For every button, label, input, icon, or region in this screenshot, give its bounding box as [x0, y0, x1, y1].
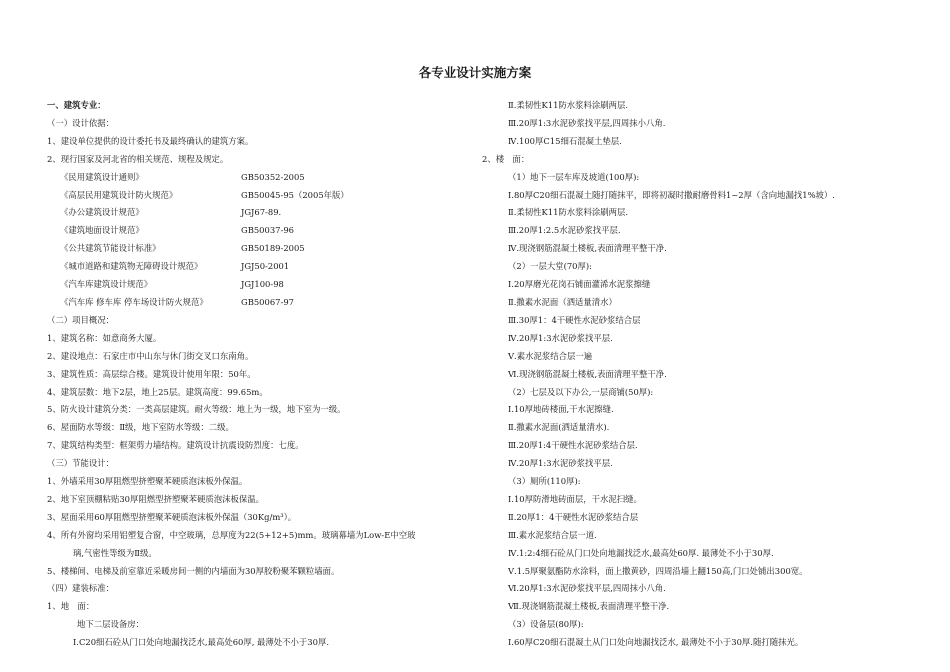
- standard-code: GB50045-95（2005年版）: [241, 189, 349, 200]
- right-column: [482, 97, 922, 652]
- standard-row: [47, 294, 472, 312]
- standard-row: [47, 169, 472, 187]
- ground-item: Ⅰ.C20细石砼从门口处向地漏找泛水,最高处60厚, 最薄处不小于30厚.: [73, 637, 329, 648]
- floor-item: Ⅱ.撒素水泥面(洒适量清水).: [508, 422, 610, 433]
- overview-item: 5、防火设计建筑分类：一类高层建筑。耐火等级：地上为一级，地下室为一级。: [47, 404, 346, 415]
- standard-name: 《建筑地面设计规范》: [60, 225, 144, 236]
- floor-item: Ⅲ.素水泥浆结合层一道.: [508, 529, 597, 540]
- standard-row: [47, 204, 472, 222]
- energy-item: 1、外墙采用30厚阻燃型挤塑聚苯硬质泡沫板外保温。: [47, 476, 248, 487]
- floor-group-title: （3）厕所(110厚):: [508, 476, 581, 487]
- document-title: 各专业设计实施方案: [418, 65, 532, 80]
- floor-item: Ⅱ.20厚1：4干硬性水泥砂浆结合层: [508, 511, 639, 522]
- floor-item: Ⅳ.20厚1:3水泥砂浆找平层.: [508, 458, 613, 469]
- standard-name: 《汽车库建筑设计规范》: [60, 279, 153, 290]
- ground-subheading: 地下二层设备房：: [77, 619, 144, 630]
- energy-item: 2、地下室顶棚粘贴30厚阻燃型挤塑聚苯硬质泡沫板保温。: [47, 493, 264, 504]
- standard-name: 《民用建筑设计通则》: [60, 171, 144, 182]
- subsection-design-basis: （一）设计依据：: [47, 117, 114, 128]
- standard-name: 《办公建筑设计规范》: [60, 207, 144, 218]
- ground-heading: 1、地 面：: [47, 601, 95, 612]
- floor-item: Ⅲ.30厚1：4干硬性水泥砂浆结合层: [508, 314, 641, 325]
- floor-heading: 2、楼 面：: [482, 153, 530, 164]
- energy-item-continued: 璃,气密性等级为Ⅱ级。: [73, 547, 157, 558]
- standard-code: GB50037-96: [241, 225, 294, 236]
- overview-item: 6、屋面防水等级：Ⅱ级，地下室防水等级：二级。: [47, 422, 234, 433]
- floor-item: Ⅵ.现浇钢筋混凝土楼板,表面清理平整干净.: [508, 368, 667, 379]
- floor-item: Ⅴ.1.5厚聚氨酯防水涂料，面上撒黄砂，四周沿墙上翻150高,门口处铺出300宽。: [508, 565, 808, 576]
- floor-item: Ⅰ.10厚防滑地砖面层，干水泥扫缝。: [508, 493, 642, 504]
- floor-item: Ⅴ.素水泥浆结合层一遍: [508, 350, 593, 361]
- subsection-project-overview: （二）项目概况：: [47, 314, 114, 325]
- overview-item: 3、建筑性质：高层综合楼。建筑设计使用年限：50年。: [47, 368, 256, 379]
- floor-item: Ⅲ.20厚1:4干硬性水泥砂浆结合层.: [508, 440, 638, 451]
- floor-group-title: （2）一层大堂(70厚):: [508, 261, 592, 272]
- standard-code: GB50189-2005: [241, 243, 305, 254]
- overview-item: 2、建设地点：石家庄市中山东与休门街交叉口东南角。: [47, 350, 254, 361]
- standard-code: GB50067-97: [241, 296, 294, 307]
- standard-row: [47, 187, 472, 205]
- standard-name: 《高层民用建筑设计防火规范》: [60, 189, 178, 200]
- standard-row: [47, 222, 472, 240]
- floor-item: Ⅳ.20厚1:3水泥砂浆找平层.: [508, 332, 613, 343]
- standard-name: 《汽车库 修车库 停车场设计防火规范》: [60, 296, 208, 307]
- floor-group-title: （3）设备层(80厚):: [508, 619, 584, 630]
- overview-item: 7、建筑结构类型：框架剪力墙结构。建筑设计抗震设防烈度：七度。: [47, 440, 304, 451]
- energy-item: 5、楼梯间、电梯及前室靠近采暖房间一侧的内墙面为30厚胶粉聚苯颗粒墙面。: [47, 565, 340, 576]
- floor-item: Ⅰ.60厚C20细石混凝土从门口处向地漏找泛水, 最薄处不小于30厚.随打随抹光。: [508, 637, 804, 648]
- ground-item: Ⅳ.100厚C15细石混凝土垫层.: [508, 135, 622, 146]
- standard-name: 《公共建筑节能设计标准》: [60, 243, 161, 254]
- standard-code: GB50352-2005: [241, 171, 305, 182]
- basis-item: 1、建设单位提供的设计委托书及最终确认的建筑方案。: [47, 135, 254, 146]
- overview-item: 1、建筑名称：如意商务大厦。: [47, 332, 162, 343]
- floor-item: Ⅱ.柔韧性K11防水浆料涂刷两层.: [508, 207, 629, 218]
- floor-group-title: （1）地下一层车库及坡道(100厚):: [508, 171, 640, 182]
- floor-item: Ⅶ.现浇钢筋混凝土楼板,表面清理平整干净.: [508, 601, 670, 612]
- standard-code: JGJ100-98: [241, 279, 284, 290]
- floor-item: Ⅰ.10厚地砖楼面,干水泥擦缝.: [508, 404, 614, 415]
- left-column: [47, 97, 472, 652]
- subsection-energy-design: （三）节能设计：: [47, 458, 114, 469]
- ground-item: Ⅲ.20厚1:3水泥砂浆找平层,四周抹小八角.: [508, 117, 666, 128]
- basis-item: 2、现行国家及河北省的相关规范、规程及规定。: [47, 153, 229, 164]
- floor-item: Ⅳ.现浇钢筋混凝土楼板,表面清理平整干净.: [508, 243, 667, 254]
- standard-row: [47, 258, 472, 276]
- floor-item: Ⅰ.80厚C20细石混凝土随打随抹平，即将初凝时撒耐磨骨料1~2厚（含向地漏找1%坡）.: [508, 189, 835, 200]
- floor-item: Ⅲ.20厚1:2.5水泥砂浆找平层.: [508, 225, 621, 236]
- floor-group-title: （2）七层及以下办公,一层商铺(50厚):: [508, 386, 654, 397]
- floor-item: Ⅰ.20厚磨光花岗石铺面灌浠水泥浆擦缝: [508, 279, 651, 290]
- floor-item: Ⅱ.撒素水泥面（洒适量清水）: [508, 296, 617, 307]
- energy-item: 4、所有外窗均采用铝塑复合窗，中空玻璃，总厚度为22(5+12+5)mm。玻璃幕墙为Low-E中空玻: [47, 529, 416, 540]
- section-heading-architecture: 一、建筑专业：: [47, 100, 106, 110]
- floor-item: Ⅳ.1:2:4细石砼从门口处向地漏找泛水,最高处60厚. 最薄处不小于30厚.: [508, 547, 774, 558]
- standard-row: [47, 240, 472, 258]
- energy-item: 3、屋面采用60厚阻燃型挤塑聚苯硬质泡沫板外保温（30Kg/m³）。: [47, 511, 297, 522]
- overview-item: 4、建筑层数：地下2层，地上25层。建筑高度：99.65m。: [47, 386, 268, 397]
- subsection-finish-standard: （四）建装标准：: [47, 583, 114, 594]
- floor-item: Ⅵ.20厚1:3水泥砂浆找平层,四周抹小八角.: [508, 583, 666, 594]
- standard-code: JGJ67-89.: [241, 207, 282, 218]
- standard-name: 《城市道路和建筑物无障碍设计规范》: [60, 261, 203, 272]
- standard-row: [47, 276, 472, 294]
- ground-item: Ⅱ.柔韧性K11防水浆料涂刷两层.: [508, 100, 629, 110]
- standard-code: JGJ50-2001: [241, 261, 290, 272]
